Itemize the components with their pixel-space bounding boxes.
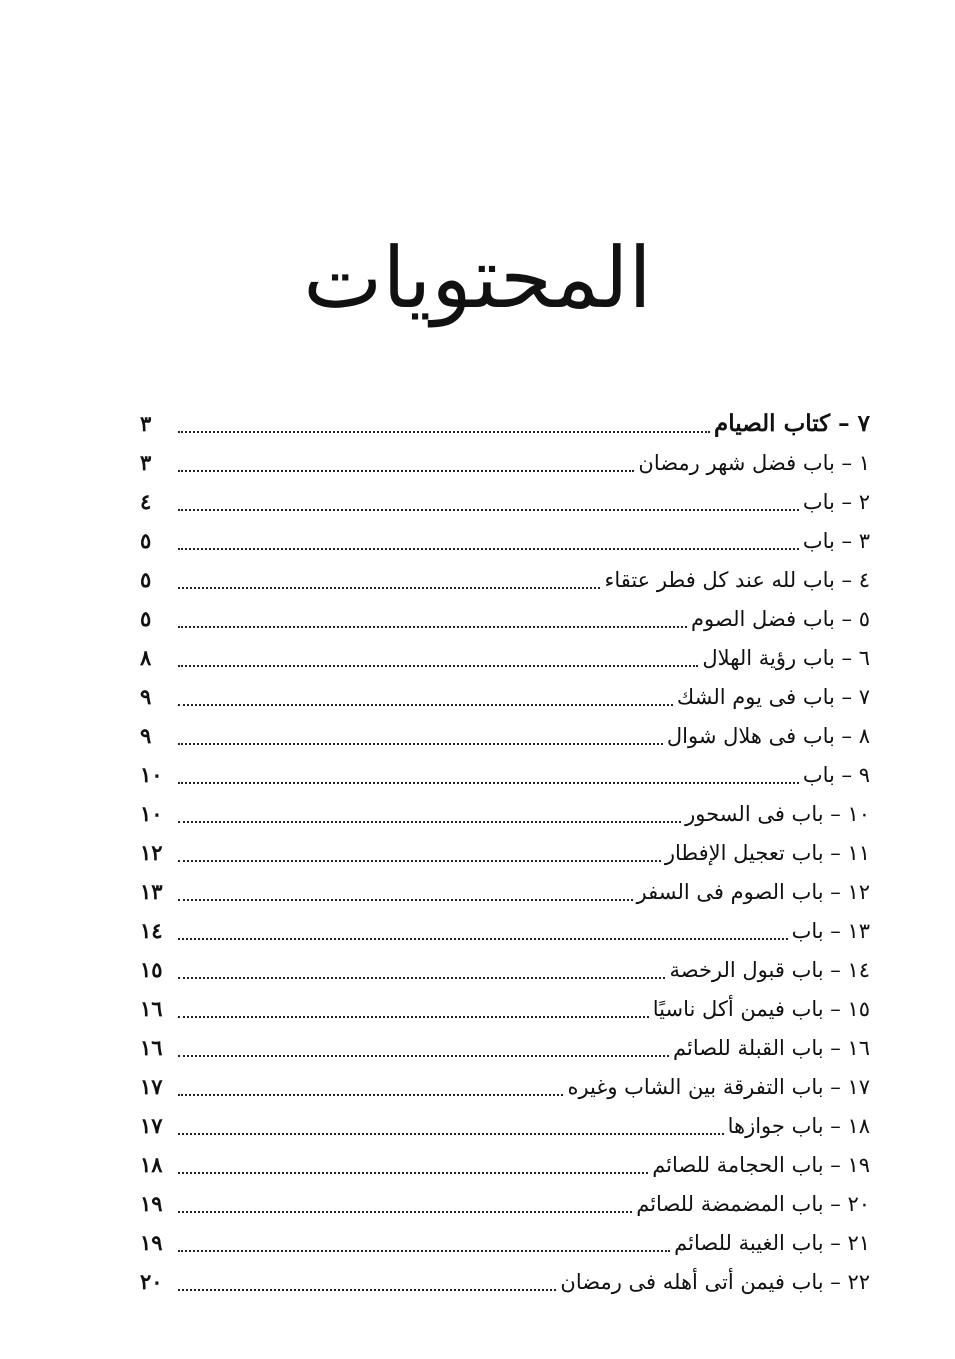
toc-page-number: ٥: [140, 567, 152, 592]
toc-entry-title: ٧ – باب فى يوم الشك: [676, 685, 870, 709]
toc-page-number: ١٢: [140, 840, 163, 865]
toc-entry: [140, 833, 870, 872]
table-of-contents: [140, 404, 870, 1301]
toc-entry-title: ٢ – باب: [802, 490, 870, 514]
toc-entry: [140, 1223, 870, 1262]
toc-page-number: ٣: [140, 411, 152, 436]
toc-page-number: ١٧: [140, 1074, 163, 1099]
dot-leader: [178, 470, 634, 472]
dot-leader: [178, 626, 687, 628]
dot-leader: [178, 1250, 670, 1252]
dot-leader: [178, 1055, 669, 1057]
dot-leader: [178, 1211, 632, 1213]
toc-entry-title: ٩ – باب: [802, 763, 870, 787]
toc-entry: [140, 1145, 870, 1184]
toc-entry-title: ١٩ – باب الحجامة للصائم: [652, 1153, 870, 1177]
toc-entry: [140, 560, 870, 599]
toc-page-number: ٩: [140, 723, 152, 748]
toc-entry-title: ٢١ – باب الغيبة للصائم: [674, 1231, 870, 1255]
toc-page-number: ٤: [140, 489, 152, 514]
toc-entry-title: ١٢ – باب الصوم فى السفر: [636, 880, 870, 904]
toc-entry: [140, 1106, 870, 1145]
dot-leader: [178, 821, 681, 823]
toc-entry-title: ١٧ – باب التفرقة بين الشاب وغيره: [567, 1075, 870, 1099]
toc-page-number: ٣: [140, 450, 152, 475]
toc-entry: [140, 716, 870, 755]
toc-page-number: ١٥: [140, 957, 163, 982]
toc-page-number: ٨: [140, 645, 152, 670]
toc-section-heading: [140, 404, 870, 443]
dot-leader: [178, 1172, 648, 1174]
toc-entry-title: ٣ – باب: [802, 529, 870, 553]
toc-entry: [140, 1184, 870, 1223]
toc-page-number: ٥: [140, 606, 152, 631]
toc-page-number: ١٩: [140, 1191, 163, 1216]
toc-entry: [140, 1067, 870, 1106]
toc-page-number: ٢٠: [140, 1269, 163, 1294]
toc-entry: [140, 794, 870, 833]
toc-entry-title: ١١ – باب تعجيل الإفطار: [664, 841, 870, 865]
toc-entry-title: ٧ – كتاب الصيام: [714, 410, 870, 437]
toc-entry-title: ١٠ – باب فى السحور: [685, 802, 870, 826]
toc-entry-title: ٢٢ – باب فيمن أتى أهله فى رمضان: [560, 1270, 870, 1294]
dot-leader: [178, 1094, 563, 1096]
toc-entry: [140, 482, 870, 521]
toc-entry-title: ١٦ – باب القبلة للصائم: [673, 1036, 870, 1060]
toc-page-number: ٩: [140, 684, 152, 709]
toc-entry-title: ١٥ – باب فيمن أكل ناسيًا: [652, 997, 870, 1021]
dot-leader: [178, 938, 788, 940]
toc-page-number: ١٨: [140, 1152, 163, 1177]
toc-entry-title: ٨ – باب فى هلال شوال: [666, 724, 870, 748]
toc-entry: [140, 989, 870, 1028]
dot-leader: [178, 1289, 556, 1291]
toc-entry-title: ١٣ – باب: [791, 919, 870, 943]
toc-entry: [140, 638, 870, 677]
toc-entry-title: ٤ – باب لله عند كل فطر عتقاء: [604, 568, 870, 592]
dot-leader: [178, 548, 799, 550]
toc-entry: [140, 599, 870, 638]
toc-entry-title: ٥ – باب فضل الصوم: [691, 607, 870, 631]
dot-leader: [178, 587, 600, 589]
toc-entry: [140, 911, 870, 950]
toc-entry: [140, 443, 870, 482]
page-title: المحتويات: [303, 229, 652, 327]
dot-leader: [178, 1133, 724, 1135]
dot-leader: [178, 860, 661, 862]
toc-entry: [140, 1028, 870, 1067]
toc-entry: [140, 521, 870, 560]
toc-entry-title: ١٨ – باب جوازها: [727, 1114, 870, 1138]
toc-entry-title: ١ – باب فضل شهر رمضان: [638, 451, 870, 475]
toc-page-number: ١٦: [140, 1035, 163, 1060]
toc-page-number: ١٠: [140, 762, 163, 787]
toc-page-number: ٥: [140, 528, 152, 553]
toc-page-number: ١٤: [140, 918, 163, 943]
dot-leader: [178, 704, 673, 706]
dot-leader: [178, 782, 799, 784]
dot-leader: [178, 431, 710, 433]
dot-leader: [178, 1016, 649, 1018]
toc-page-number: ١٧: [140, 1113, 163, 1138]
toc-entry: [140, 677, 870, 716]
dot-leader: [178, 899, 633, 901]
dot-leader: [178, 509, 799, 511]
toc-page-number: ١٩: [140, 1230, 163, 1255]
toc-page-number: ١٠: [140, 801, 163, 826]
dot-leader: [178, 977, 665, 979]
toc-page-number: ١٣: [140, 879, 163, 904]
toc-entry-title: ٦ – باب رؤية الهلال: [702, 646, 870, 670]
toc-entry: [140, 755, 870, 794]
dot-leader: [178, 743, 663, 745]
toc-entry: [140, 950, 870, 989]
toc-entry: [140, 872, 870, 911]
toc-entry-title: ١٤ – باب قبول الرخصة: [669, 958, 870, 982]
toc-entry: [140, 1262, 870, 1301]
toc-page-number: ١٦: [140, 996, 163, 1021]
toc-entry-title: ٢٠ – باب المضمضة للصائم: [636, 1192, 870, 1216]
dot-leader: [178, 665, 698, 667]
